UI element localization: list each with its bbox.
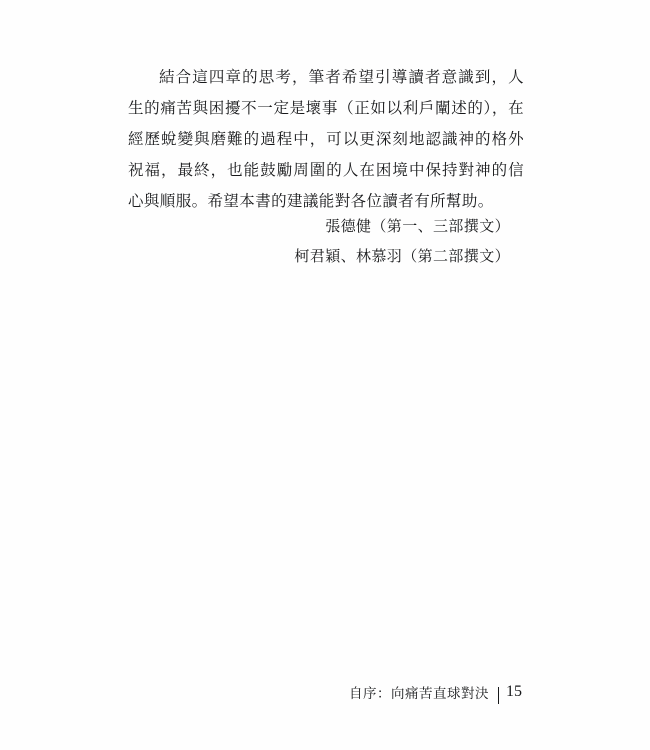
body-text-block <box>128 62 524 217</box>
running-head: 自序：向痛苦直球對決 <box>349 686 489 701</box>
signature-block <box>128 212 524 272</box>
body-paragraph: 結合這四章的思考，筆者希望引導讀者意識到，人生的痛苦與困擾不一定是壞事（正如以利戶闡述的），在經歷蛻變與磨難的過程中，可以更深刻地認識神的格外祝福，最終，也能鼓勵周圍的人在困境中保持對神的信心與順服。希望本書的建議能對各位讀者有所幫助。 <box>128 69 524 210</box>
page-number: 15 <box>506 683 522 700</box>
page-footer <box>0 682 650 702</box>
signature-line-1: 張德健（第一、三部撰文） <box>325 219 510 235</box>
signature-line-2: 柯君穎、林慕羽（第二部撰文） <box>294 249 510 265</box>
footer-divider <box>498 687 499 704</box>
